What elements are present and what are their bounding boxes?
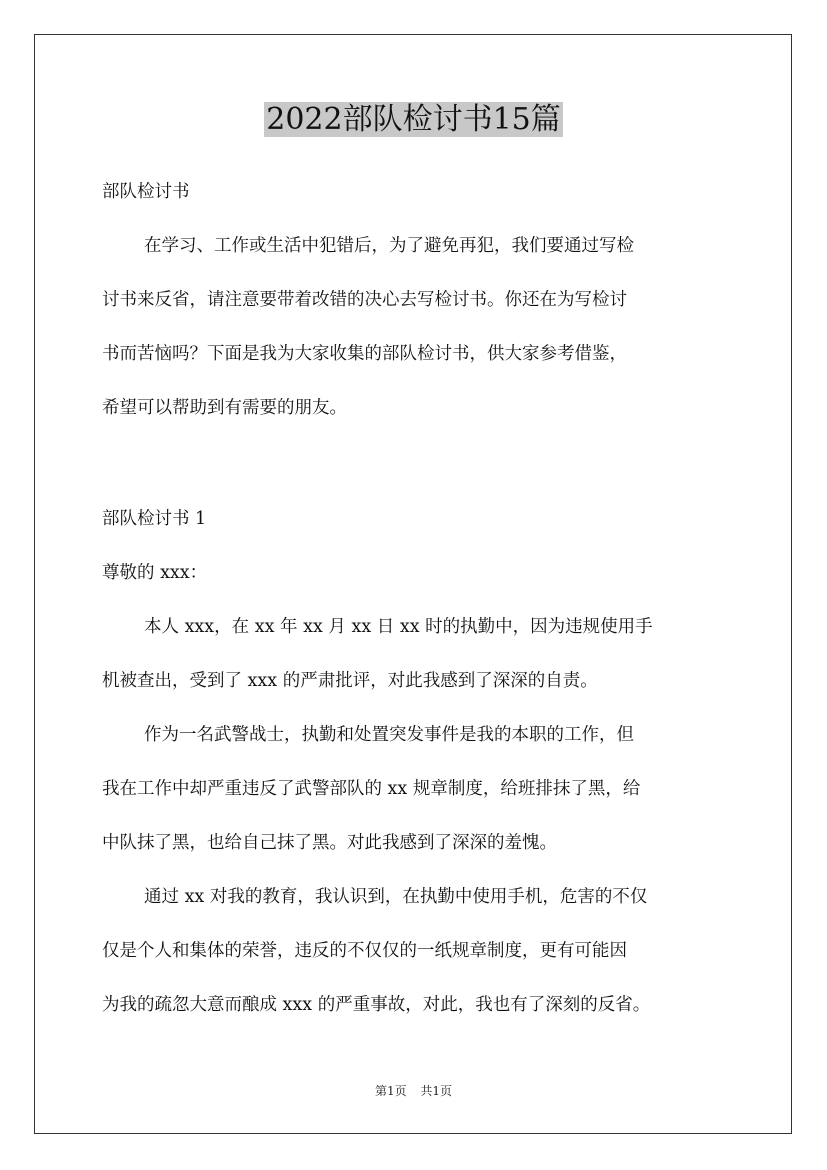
intro-line: 书而苦恼吗？下面是我为大家收集的部队检讨书，供大家参考借鉴，: [102, 344, 627, 364]
intro-line: 希望可以帮助到有需要的朋友。: [102, 398, 347, 418]
page-number: 第1页: [374, 1084, 407, 1098]
paragraph-line: 本人 xxx，在 xx 年 xx 月 xx 日 xx 时的执勤中，因为违规使用手: [144, 617, 653, 637]
section-heading: 部队检讨书 1: [102, 509, 207, 529]
paragraph-line: 中队抹了黑，也给自己抹了黑。对此我感到了深深的羞愧。: [102, 833, 557, 853]
salutation: 尊敬的 xxx：: [102, 563, 208, 583]
intro-heading: 部队检讨书: [102, 182, 190, 202]
intro-section: [102, 165, 730, 435]
paragraph-line: 机被查出，受到了 xxx 的严肃批评，对此我感到了深深的自责。: [102, 671, 598, 691]
paragraph-line: 作为一名武警战士，执勤和处置突发事件是我的本职的工作，但: [144, 725, 634, 745]
intro-line: 讨书来反省，请注意要带着改错的决心去写检讨书。你还在为写检讨: [102, 290, 627, 310]
page-total: 共1页: [420, 1084, 453, 1098]
intro-line: 在学习、工作或生活中犯错后，为了避免再犯，我们要通过写检: [144, 236, 634, 256]
paragraph-line: 通过 xx 对我的教育，我认识到，在执勤中使用手机，危害的不仅: [144, 887, 648, 907]
paragraph-line: 我在工作中却严重违反了武警部队的 xx 规章制度，给班排抹了黑，给: [102, 779, 641, 799]
paragraph-line: 为我的疏忽大意而酿成 xxx 的严重事故，对此，我也有了深刻的反省。: [102, 995, 651, 1015]
letter-section-1: [102, 492, 730, 1032]
page-footer: [0, 1083, 827, 1099]
document-title: [0, 100, 827, 140]
title-text: 2022部队检讨书15篇: [266, 102, 561, 137]
paragraph-line: 仅是个人和集体的荣誉，违反的不仅仅的一纸规章制度，更有可能因: [102, 941, 627, 961]
